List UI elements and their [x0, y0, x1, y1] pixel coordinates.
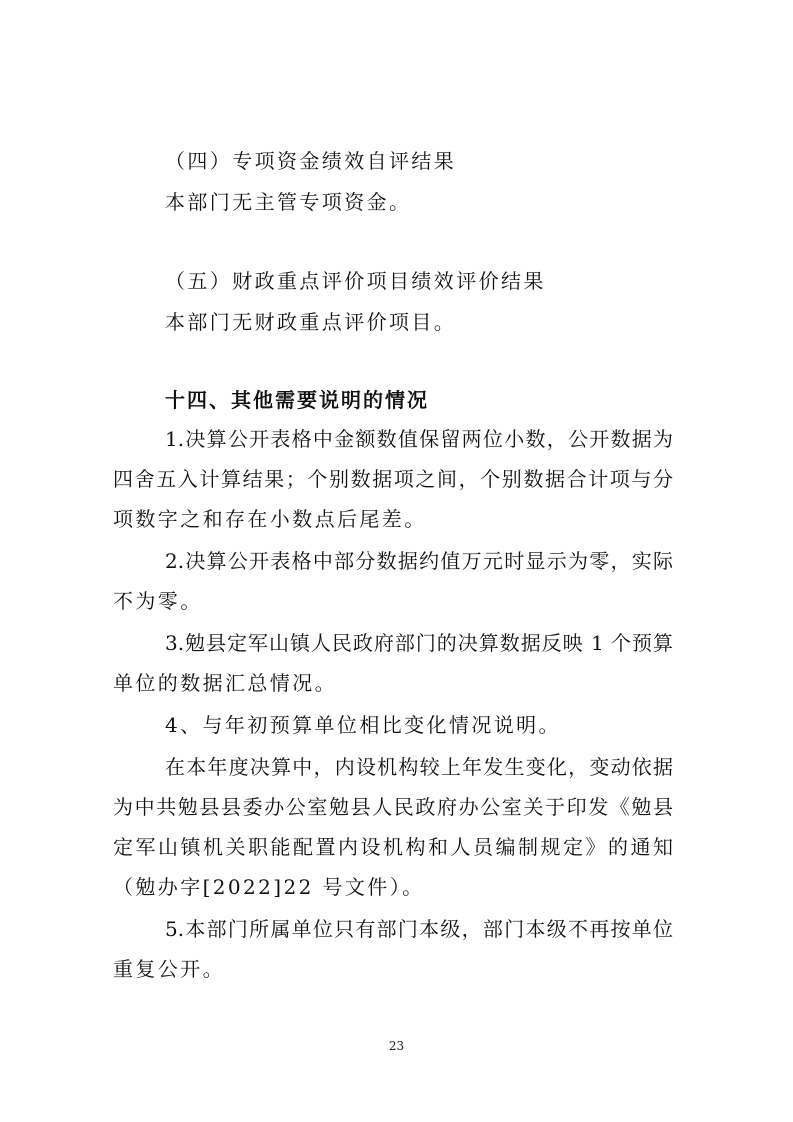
paragraph-line: 4、与年初预算单位相比变化情况说明。	[165, 713, 561, 737]
paragraph-line: 定军山镇机关职能配置内设机构和人员编制规定》的通知	[113, 835, 673, 859]
paragraph-line: 重复公开。	[113, 957, 225, 981]
paragraph-line: 1.决算公开表格中金额数值保留两位小数，公开数据为	[165, 427, 673, 451]
paragraph-line: 项数字之和存在小数点后尾差。	[113, 507, 427, 531]
section-14-heading: 十四、其他需要说明的情况	[165, 388, 429, 412]
paragraph-line: 四舍五入计算结果；个别数据项之间，个别数据合计项与分	[113, 467, 673, 491]
paragraph-line: 为中共勉县县委办公室勉县人民政府办公室关于印发《勉县	[113, 795, 673, 819]
paragraph-line: 在本年度决算中，内设机构较上年发生变化，变动依据	[165, 755, 673, 779]
paragraph-line: （勉办字[2022]22 号文件）。	[113, 875, 425, 899]
paragraph-line: 单位的数据汇总情况。	[113, 671, 337, 695]
page-number: 23	[388, 1039, 405, 1053]
section-4-heading: （四）专项资金绩效自评结果	[165, 149, 457, 173]
paragraph-line: 不为零。	[113, 589, 203, 613]
section-4-body: 本部门无主管专项资金。	[165, 190, 412, 214]
paragraph-line: 5.本部门所属单位只有部门本级，部门本级不再按单位	[165, 917, 673, 941]
section-5-heading: （五）财政重点评价项目绩效评价结果	[165, 269, 546, 293]
paragraph-line: 3.勉县定军山镇人民政府部门的决算数据反映 1 个预算	[165, 631, 673, 655]
section-5-body: 本部门无财政重点评价项目。	[165, 310, 457, 334]
paragraph-line: 2.决算公开表格中部分数据约值万元时显示为零，实际	[165, 549, 673, 573]
